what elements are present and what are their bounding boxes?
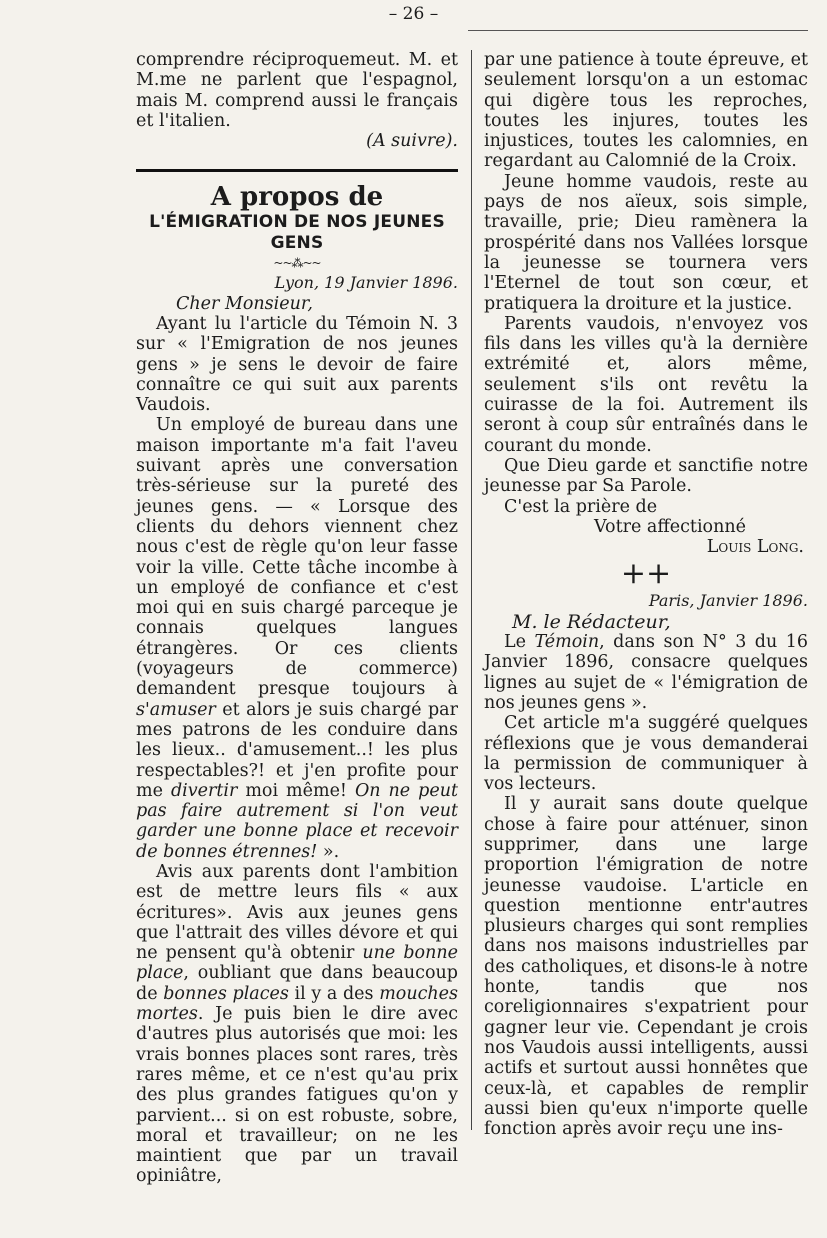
closing-line: C'est la prière de	[504, 496, 658, 517]
paragraph: Avis aux parents dont l'ambition est de mettre leurs fils « aux écritures». Avis aux jeunes gens que l'attrait des villes dévore et qui ne pensent qu'à obtenir une bonne place, oubliant que dans beaucoup de bonnes places il y a des mouches mortes. Je puis bien le dire avec d'autres plus autorisés que moi: les vrais bonnes places sont rares, très rares même, et ce n'est qu'au prix des plus grandes fatigues qu'on y parvient... si on est robuste, sobre, moral et travailleur; on ne les maintient que par un travail opiniâtre,	[136, 861, 458, 1187]
paragraph: Que Dieu garde et sanctifie notre jeunesse par Sa Parole.	[484, 455, 808, 497]
letter-dateline: Lyon, 19 Janvier 1896.	[274, 273, 458, 293]
continuation-text: comprendre réciproquemeut. M. et M.me ne parlent que l'espagnol, mais M. comprend aussi le français et l'italien.	[136, 50, 458, 131]
letter-salutation: Cher Monsieur,	[176, 293, 313, 314]
article-title: A propos de	[210, 182, 384, 213]
to-follow-note: (A suivre).	[366, 131, 458, 152]
page-number: – 26 –	[388, 4, 439, 24]
letter-salutation: M. le Rédacteur,	[512, 610, 671, 633]
letter-dateline: Paris, Janvier 1896.	[648, 591, 808, 611]
paragraph: par une patience à toute épreuve, et seulement lorsqu'on a un estomac qui digère tous les reproches, toutes les injures, toutes les injustices, toutes les calomnies, en regardant au Calomnié de la Croix.	[484, 50, 808, 172]
section-separator	[136, 169, 458, 172]
paragraph: Jeune homme vaudois, reste au pays de nos aïeux, sois simple, travaille, prie; Dieu ramènera la prospérité dans nos Vallées lorsque la jeunesse se tournera vers l'Eternel de tout son cœur, et pratiquera la droiture et la justice.	[484, 171, 808, 314]
left-column	[136, 50, 458, 1187]
column-divider	[471, 50, 472, 1130]
paragraph: Cet article m'a suggéré quelques réflexions que je vous demanderai la permission de communiquer à vos lecteurs.	[484, 713, 808, 795]
paragraph: Ayant lu l'article du Témoin N. 3 sur « l'Emigration de nos jeunes gens » je sens le devoir de faire connaître ce qui suit aux parents Vaudois.	[136, 313, 458, 416]
right-column	[484, 50, 808, 1139]
paragraph: Le Témoin, dans son N° 3 du 16 Janvier 1896, consacre quelques lignes au sujet de « l'émigration de nos jeunes gens ».	[484, 632, 808, 713]
top-rule	[468, 30, 808, 31]
article-subtitle: L'ÉMIGRATION DE NOS JEUNES GENS	[149, 212, 445, 253]
paragraph: Un employé de bureau dans une maison importante m'a fait l'aveu suivant après une conversation très-sérieuse sur la pureté des jeunes gens. — « Lorsque des clients du dehors viennent chez nous c'est de règle qu'on leur fasse voir la ville. Cette tâche incombe à un employé de confiance et c'est moi qui en suis chargé parceque je connais quelques langues étrangères. Or ces clients (voyageurs de commerce) demandent presque toujours à s'amuser et alors je suis chargé par mes patrons de les conduire dans les lieux.. d'amusement..! les plus respectables?! et j'en profite pour me divertir moi même! On ne peut pas faire autrement si l'on veut garder une bonne place et recevoir de bonnes étrennes! ».	[136, 415, 458, 862]
cross-separator: ++	[620, 556, 672, 592]
signature: Louis Long.	[706, 537, 804, 558]
paragraph: Il y aurait sans doute quelque chose à faire pour atténuer, sinon supprimer, dans une large proportion l'émigration de notre jeunesse vaudoise. L'article en question mentionne entr'autres plusieurs charges qui sont remplies dans nos maisons industrielles par des catholiques, et disons-le à notre honte, tandis que nos coreligionnaires s'expatrient pour gagner leur vie. Cependant je crois nos Vaudois aussi intelligents, aussi actifs et surtout aussi honnêtes que ceux-là, et capables de remplir aussi bien qu'eux n'importe quelle fonction après avoir reçu une ins-	[484, 794, 808, 1140]
ornament: ~~⁂~~	[273, 256, 321, 271]
paragraph: Parents vaudois, n'envoyez vos fils dans les villes qu'à la dernière extrémité et, alors même, seulement s'ils ont revêtu la cuirasse de la foi. Autrement ils seront à coup sûr entraînés dans le courant du monde.	[484, 313, 808, 456]
closing-line: Votre affectionné	[594, 516, 746, 537]
